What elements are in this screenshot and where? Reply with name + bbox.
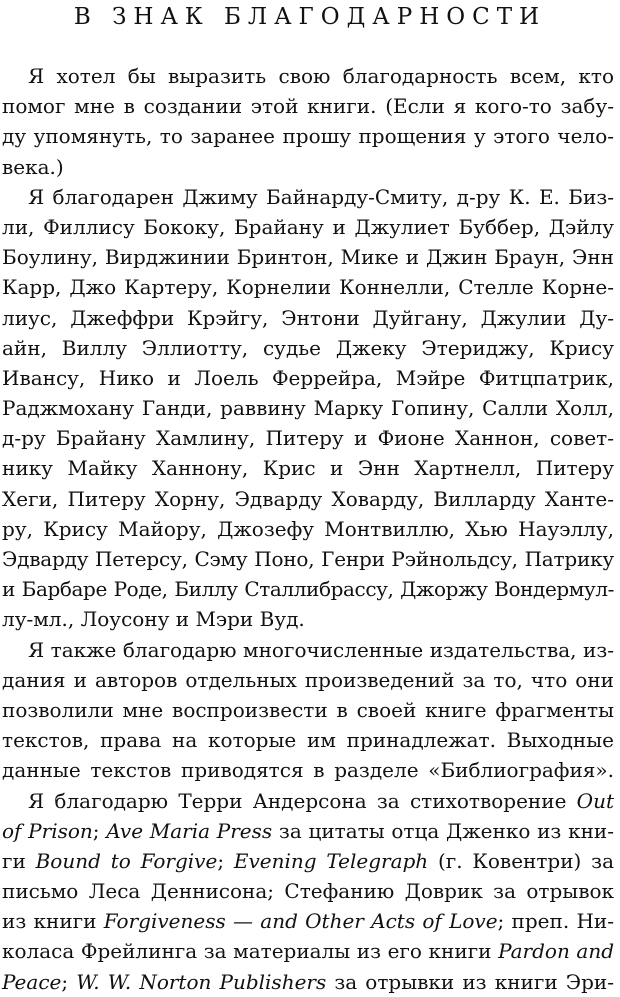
text-line bbox=[2, 544, 614, 574]
text-span: Я благодарен Джиму Байнарду-Смиту, д-ру К. Е. Биз- bbox=[28, 184, 614, 209]
page-heading: В ЗНАК БЛАГОДАРНОСТИ bbox=[73, 4, 547, 30]
text-line bbox=[2, 635, 614, 665]
italic-title: Ave Maria Press bbox=[106, 818, 273, 843]
text-span: века.) bbox=[2, 154, 64, 179]
body-text bbox=[2, 61, 614, 997]
text-line bbox=[2, 967, 614, 997]
text-line bbox=[2, 665, 614, 695]
italic-title: Evening Telegraph bbox=[233, 848, 429, 873]
text-span: ; bbox=[92, 818, 107, 843]
text-span: ; bbox=[61, 969, 77, 994]
text-line bbox=[2, 121, 614, 151]
italic-title: W. W. Norton Publishers bbox=[76, 969, 327, 994]
text-line bbox=[2, 725, 614, 755]
text-span: Карр, Джо Картеру, Корнелии Коннелли, Стелле Корне- bbox=[2, 275, 614, 300]
text-span: (г. Ковентри) за bbox=[428, 848, 614, 873]
text-span: и Барбаре Роде, Биллу Сталлибрассу, Джоржу Вондермул- bbox=[2, 577, 614, 602]
text-line bbox=[2, 604, 614, 634]
italic-title: Bound to Forgive bbox=[35, 848, 218, 873]
text-line bbox=[2, 484, 614, 514]
text-line bbox=[2, 755, 614, 785]
text-span: ру, Крису Майору, Джозефу Монтвиллю, Хью Науэллу, bbox=[2, 516, 614, 541]
text-line bbox=[2, 876, 614, 906]
italic-title: Pardon and bbox=[498, 939, 615, 964]
text-line bbox=[2, 786, 614, 816]
text-span: дания и авторов отдельных произведений за то, что они bbox=[2, 667, 614, 692]
text-span: за цитаты отца Дженко из кни- bbox=[272, 818, 614, 843]
text-span: лу-мл., Лоусону и Мэри Вуд. bbox=[2, 607, 305, 632]
text-line bbox=[2, 91, 614, 121]
italic-title: Peace bbox=[2, 969, 62, 994]
text-line bbox=[2, 906, 614, 936]
text-line bbox=[2, 272, 614, 302]
text-line bbox=[2, 846, 614, 876]
text-span: Я также благодарю многочисленные издательства, из- bbox=[28, 637, 614, 662]
text-span: Я хотел бы выразить свою благодарность всем, кто bbox=[28, 64, 614, 88]
text-span: позволили мне воспроизвести в своей книге фрагменты bbox=[2, 697, 614, 722]
text-span: текстов, права на которые им принадлежат. Выходные bbox=[2, 728, 614, 753]
text-span: ; bbox=[217, 848, 234, 873]
text-span: коласа Фрейлинга за материалы из его книги bbox=[2, 939, 499, 964]
text-span: письмо Леса Деннисона; Стефанию Доврик за отрывок bbox=[2, 879, 614, 904]
italic-title: Out bbox=[576, 788, 614, 813]
text-line bbox=[2, 212, 614, 242]
text-line bbox=[2, 936, 614, 966]
text-span: ли, Филлису Бококу, Брайану и Джулиет Буббер, Дэйлу bbox=[2, 214, 614, 239]
italic-title: Forgiveness — and Other Acts of Love bbox=[103, 909, 498, 934]
text-span: нику Майку Ханнону, Крис и Энн Хартнелл, Питеру bbox=[2, 456, 614, 481]
text-span: данные текстов приводятся в разделе «Библиография». bbox=[2, 758, 614, 783]
text-line bbox=[2, 242, 614, 272]
text-span: помог мне в создании этой книги. (Если я кого-то забу- bbox=[2, 94, 614, 119]
text-line bbox=[2, 695, 614, 725]
text-span: лиус, Джеффри Крэйгу, Энтони Дуйгану, Джулии Ду- bbox=[2, 305, 614, 330]
text-line bbox=[2, 363, 614, 393]
text-span: Эдварду Петерсу, Сэму Поно, Генри Рэйнольдсу, Патрику bbox=[2, 547, 614, 571]
text-span: д-ру Брайану Хамлину, Питеру и Фионе Ханнон, совет- bbox=[2, 426, 614, 451]
italic-title: of Prison bbox=[2, 818, 93, 843]
text-span: Раджмохану Ганди, раввину Марку Гопину, Салли Холл, bbox=[2, 396, 614, 421]
text-span: Хеги, Питеру Хорну, Эдварду Ховарду, Вилларду Ханте- bbox=[2, 486, 614, 511]
text-line bbox=[2, 61, 614, 91]
text-line bbox=[2, 514, 614, 544]
text-line bbox=[2, 182, 614, 212]
text-line bbox=[2, 423, 614, 453]
text-span: Боулину, Вирджинии Бринтон, Мике и Джин Браун, Энн bbox=[2, 245, 614, 270]
text-span: за отрывки из книги Эри- bbox=[326, 969, 614, 994]
text-span: ги bbox=[2, 848, 36, 873]
text-span: из книги bbox=[2, 909, 104, 934]
text-line bbox=[2, 333, 614, 363]
text-span: айн, Виллу Эллиотту, судье Джеку Этериджу, Крису bbox=[2, 335, 614, 360]
text-line bbox=[2, 152, 614, 182]
text-line bbox=[2, 303, 614, 333]
text-span: ; преп. Ни- bbox=[497, 909, 615, 934]
text-span: Ивансу, Нико и Лоель Феррейра, Мэйре Фитцпатрик, bbox=[2, 365, 614, 390]
text-line bbox=[2, 453, 614, 483]
text-line bbox=[2, 574, 614, 604]
text-span: Я благодарю Терри Андерсона за стихотворение bbox=[28, 788, 577, 813]
text-line bbox=[2, 816, 614, 846]
text-line bbox=[2, 393, 614, 423]
text-span: ду упомянуть, то заранее прошу прощения у этого чело- bbox=[2, 124, 614, 149]
